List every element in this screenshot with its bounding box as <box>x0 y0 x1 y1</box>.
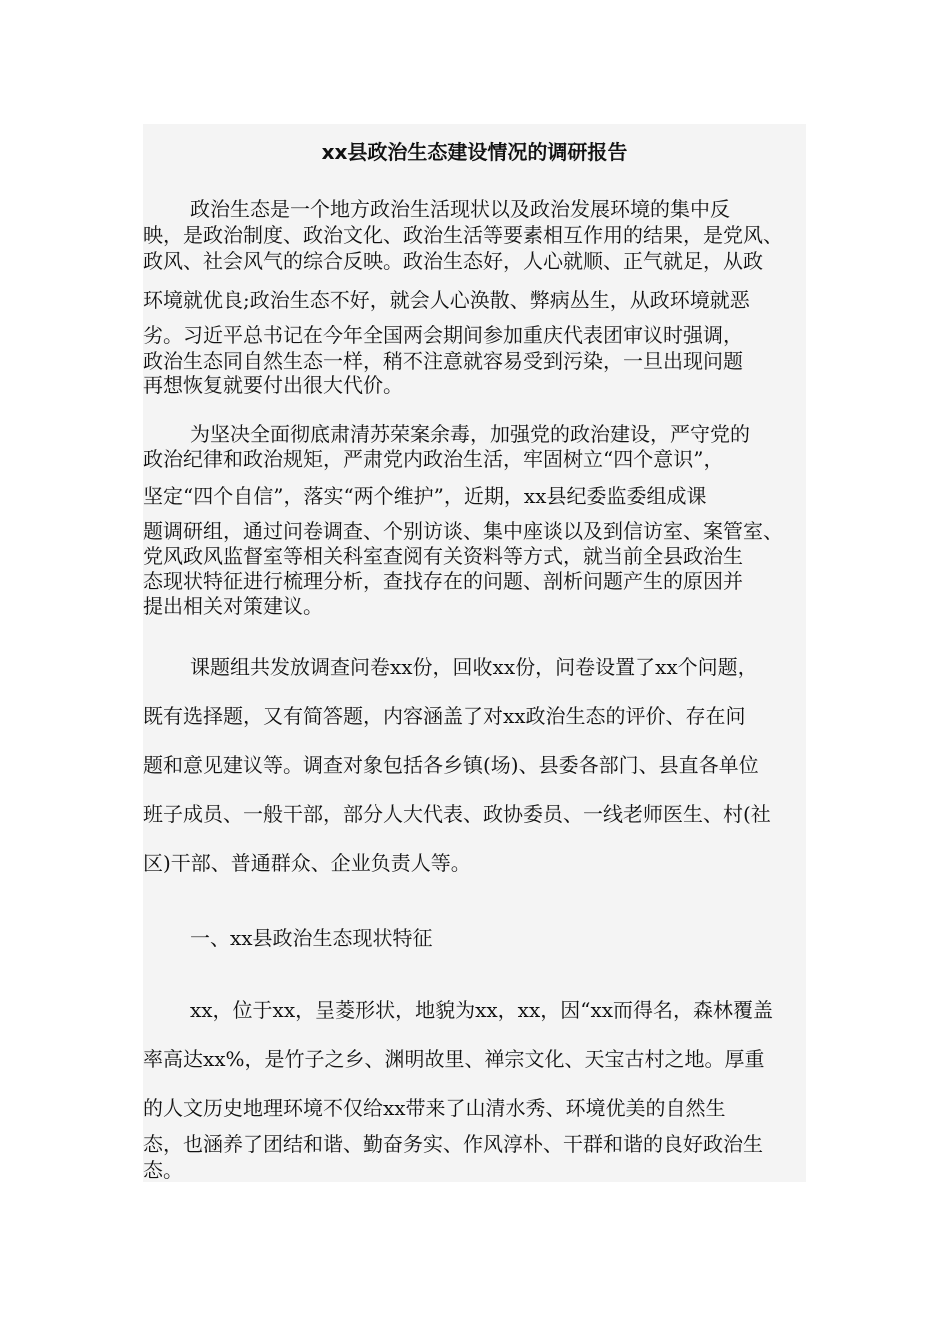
paragraph-1-line-7: 再想恢复就要付出很大代价。 <box>143 373 403 397</box>
paragraph-3-line-3: 题和意见建议等。调查对象包括各乡镇(场)、县委各部门、县直各单位 <box>143 753 759 777</box>
paragraph-1-line-6: 政治生态同自然生态一样，稍不注意就容易受到污染，一旦出现问题 <box>143 349 743 373</box>
paragraph-2-line-2: 政治纪律和政治规矩，严肃党内政治生活，牢固树立“四个意识”， <box>143 447 724 471</box>
paragraph-5-line-1: xx，位于xx，呈菱形状，地貌为xx，xx，因“xx而得名，森林覆盖 <box>190 998 774 1022</box>
paragraph-5-line-3: 的人文历史地理环境不仅给xx带来了山清水秀、环境优美的自然生 <box>143 1096 726 1120</box>
paragraph-5-line-5: 态。 <box>143 1158 183 1182</box>
paragraph-2-line-5: 党风政风监督室等相关科室查阅有关资料等方式，就当前全县政治生 <box>143 544 743 568</box>
paragraph-1-line-4: 环境就优良;政治生态不好，就会人心涣散、弊病丛生，从政环境就恶 <box>143 288 750 312</box>
paragraph-3-line-4: 班子成员、一般干部，部分人大代表、政协委员、一线老师医生、村(社 <box>143 802 771 826</box>
page-background <box>143 124 806 1182</box>
paragraph-2-line-7: 提出相关对策建议。 <box>143 594 323 618</box>
paragraph-3-line-2: 既有选择题，又有简答题，内容涵盖了对xx政治生态的评价、存在问 <box>143 704 746 728</box>
paragraph-1-line-3: 政风、社会风气的综合反映。政治生态好，人心就顺、正气就足，从政 <box>143 249 763 273</box>
paragraph-2-line-4: 题调研组，通过问卷调查、个别访谈、集中座谈以及到信访室、案管室、 <box>143 519 783 543</box>
paragraph-2-line-1: 为坚决全面彻底肃清苏荣案余毒，加强党的政治建设，严守党的 <box>190 422 750 446</box>
paragraph-5-line-2: 率高达xx%，是竹子之乡、渊明故里、禅宗文化、天宝古村之地。厚重 <box>143 1047 765 1071</box>
document-title: xx县政治生态建设情况的调研报告 <box>321 140 628 164</box>
paragraph-1-line-2: 映，是政治制度、政治文化、政治生活等要素相互作用的结果，是党风、 <box>143 223 783 247</box>
paragraph-1-line-1: 政治生态是一个地方政治生活现状以及政治发展环境的集中反 <box>190 197 730 221</box>
paragraph-1-line-5: 劣。习近平总书记在今年全国两会期间参加重庆代表团审议时强调， <box>143 323 743 347</box>
paragraph-2-line-3: 坚定“四个自信”，落实“两个维护”，近期，xx县纪委监委组成课 <box>143 484 707 508</box>
paragraph-3-line-5: 区)干部、普通群众、企业负责人等。 <box>143 851 471 875</box>
section-heading-1: 一、xx县政治生态现状特征 <box>190 926 433 950</box>
paragraph-2-line-6: 态现状特征进行梳理分析，查找存在的问题、剖析问题产生的原因并 <box>143 569 743 593</box>
paragraph-3-line-1: 课题组共发放调查问卷xx份，回收xx份，问卷设置了xx个问题， <box>190 655 758 679</box>
paragraph-5-line-4: 态，也涵养了团结和谐、勤奋务实、作风淳朴、干群和谐的良好政治生 <box>143 1132 763 1156</box>
